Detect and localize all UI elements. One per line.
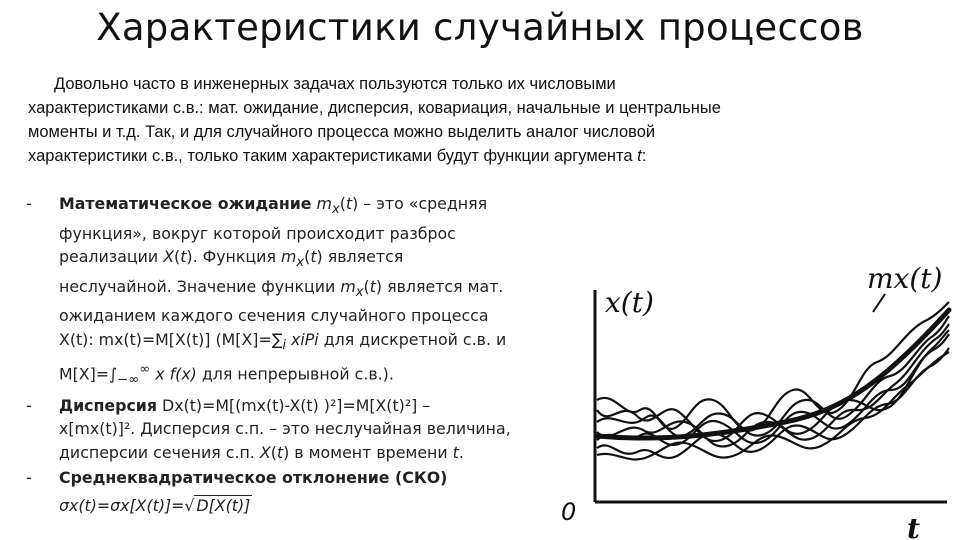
x-axis-label: t bbox=[907, 512, 920, 540]
expectation-line: Математическое ожидание $m_x(t)$ – это «средняя bbox=[59, 194, 488, 218]
curve-label-leader bbox=[873, 294, 885, 312]
expectation-text: – это «средняя bbox=[363, 194, 488, 213]
y-axis-label: x(t) bbox=[605, 286, 654, 319]
expectation-line: неслучайной. Значение функции $m_x(t)$ является мат. bbox=[59, 276, 504, 300]
expectation-formula: X(t): mx(t)=M[X(t)] bbox=[59, 329, 211, 349]
expectation-text: является bbox=[327, 247, 404, 267]
expectation-line bbox=[59, 328, 586, 358]
math-t: t bbox=[276, 442, 284, 462]
variance-line: дисперсии сечения с.п. X(t) в момент времени t. bbox=[59, 442, 464, 462]
page-title: Характеристики случайных процессов bbox=[96, 6, 864, 49]
sum-term: xiPi bbox=[291, 329, 319, 349]
integral-term: x f(x) bbox=[155, 363, 197, 383]
integral-symbol: ∫ bbox=[109, 363, 118, 383]
bullet-dash: - bbox=[26, 194, 32, 213]
intro-text: характеристики с.в., только таким характеристиками будут функции аргумента bbox=[28, 147, 638, 165]
expectation-line: ожиданием каждого сечения случайного процесса bbox=[59, 306, 489, 326]
intro-line: моменты и т.д. Так, и для случайного процесса можно выделить аналог числовой bbox=[28, 123, 656, 141]
intro-line: Довольно часто в инженерных задачах пользуются только их числовыми bbox=[54, 75, 616, 93]
expectation-text: для дискретной с.в. и bbox=[323, 329, 507, 349]
math-t: t bbox=[180, 247, 187, 267]
expectation-text: реализации bbox=[59, 247, 159, 267]
expectation-text: (M[X]= bbox=[215, 329, 272, 349]
sqrt-argument: D[X(t)] bbox=[196, 495, 251, 515]
integral-upper: ∞ bbox=[139, 361, 151, 377]
bullet-variance bbox=[26, 394, 586, 465]
expectation-line: функция», вокруг которой происходит разброс bbox=[59, 223, 456, 243]
math-X: X bbox=[163, 247, 175, 267]
expectation-line bbox=[59, 358, 586, 392]
math-m: m bbox=[340, 276, 356, 296]
intro-line bbox=[28, 144, 948, 168]
bullet-dash: - bbox=[26, 395, 32, 415]
expectation-text: неслучайной. Значение функции bbox=[59, 276, 336, 296]
math-sub: x bbox=[331, 202, 340, 218]
variance-heading: Дисперсия bbox=[59, 395, 158, 415]
integral-lower: −∞ bbox=[117, 372, 140, 388]
math-t: t bbox=[369, 276, 376, 296]
expectation-line: реализации X(t). Функция $m_x(t)$ является bbox=[59, 247, 404, 271]
math-sub: x bbox=[296, 255, 305, 271]
variance-text: в момент времени bbox=[294, 442, 448, 462]
expectation-heading: Математическое ожидание bbox=[59, 194, 312, 213]
std-line bbox=[59, 466, 586, 490]
bullet-list bbox=[26, 192, 586, 517]
sum-index: i bbox=[282, 338, 287, 354]
expectation-text: M[X]= bbox=[59, 363, 110, 383]
bullet-dash: - bbox=[26, 468, 32, 488]
intro-paragraph bbox=[28, 72, 948, 168]
math-m: m bbox=[280, 247, 297, 267]
origin-label: 0 bbox=[561, 498, 577, 526]
math-t: t bbox=[452, 442, 459, 462]
variance-text: дисперсии сечения с.п. bbox=[59, 442, 255, 462]
intro-line: характеристиками с.в.: мат. ожидание, дисперсия, ковариация, начальные и центральные bbox=[28, 99, 721, 117]
std-heading: Среднеквадратическое отклонение (СКО) bbox=[59, 468, 448, 488]
intro-colon: : bbox=[641, 147, 647, 165]
math-t: t bbox=[310, 247, 317, 267]
variance-line: x[mx(t)]². Дисперсия с.п. – это неслучайная величина, bbox=[59, 419, 511, 439]
std-line bbox=[59, 494, 586, 518]
bullet-expectation bbox=[26, 192, 586, 392]
variance-formula: Dx(t)=M[(mx(t)-X(t) )²]=M[X(t)²] – bbox=[162, 395, 431, 415]
realization-curve bbox=[597, 352, 949, 460]
math-sub: x bbox=[355, 284, 364, 300]
sqrt-symbol: √ bbox=[184, 495, 195, 515]
expectation-text: . Функция bbox=[192, 247, 276, 267]
expectation-text: для непрерывной с.в.). bbox=[201, 363, 394, 383]
bullet-std bbox=[26, 466, 586, 517]
process-figure bbox=[555, 250, 955, 540]
std-formula: σx(t)=σx[X(t)]= bbox=[59, 495, 185, 515]
math-m: m bbox=[316, 194, 332, 213]
intro-variable: t bbox=[637, 147, 642, 165]
sum-symbol: ∑ bbox=[271, 329, 283, 349]
math-t: t bbox=[345, 194, 353, 213]
math-X: X bbox=[259, 442, 271, 462]
curve-label: mx(t) bbox=[867, 262, 943, 295]
expectation-text: является мат. bbox=[387, 276, 504, 296]
variance-line bbox=[59, 394, 586, 418]
